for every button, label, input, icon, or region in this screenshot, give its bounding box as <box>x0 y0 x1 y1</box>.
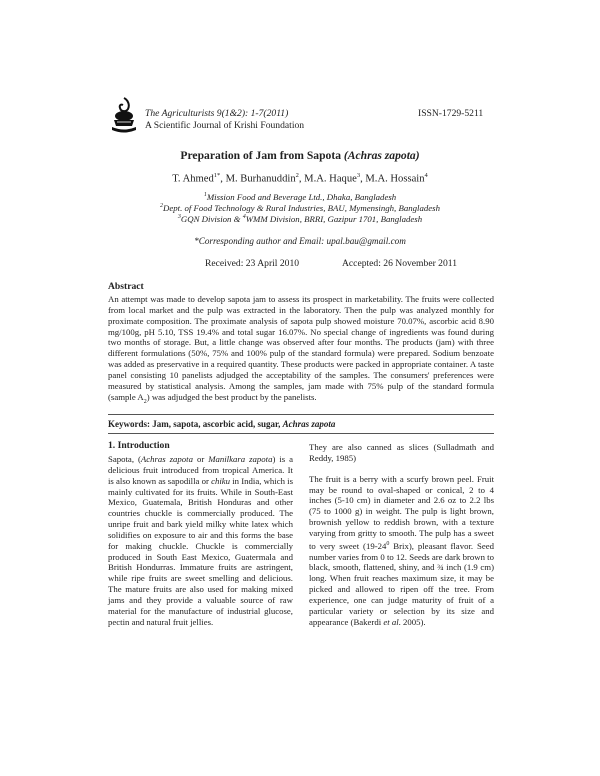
author-list <box>0 169 600 186</box>
keywords-italic: Achras zapota <box>282 419 336 429</box>
author-4-sup: 4 <box>424 172 428 179</box>
received-date: Received: 23 April 2010 <box>205 258 300 269</box>
aff3-text-a: GQN Division & <box>180 213 243 224</box>
intro-c1-i1: Achras zapota <box>140 454 193 464</box>
intro-c2-p2-sup: 0 <box>386 540 390 547</box>
intro-c2-p2-b: Brix), pleasant flavor. Seed number varies from 0 to 12. Seeds are dark brown to black, smooth, flattened, shiny, and ¾ inch (1.9 cm) long. When fruit reaches maximum size, it may be picked and allowed to ripen off the tree. From experience, one can judge maturity of fruit of a particular variety or selection by its size and appearance (Bakerdi <box>309 540 494 627</box>
intro-c1-i2: Manilkara zapota <box>208 454 273 464</box>
title-species: (Achras zapota) <box>343 149 420 162</box>
intro-column-2 <box>309 442 494 637</box>
title-main: Preparation of Jam from Sapota <box>180 149 344 162</box>
aff3-text-b: WMM Division, BRRI, Gazipur 1701, Bangladesh <box>245 213 423 224</box>
abstract-part-1: An attempt was made to develop sapota jam to assess its prospect in marketability. The fruits were collected from local market and the pulp was extracted in the laboratory. Then the pulp was analyzed monthly for proximate composition. The proximate analysis of sapota pulp showed moisture 70.07%, ascorbic acid 8.90 mg/100g, pH 5.10, TSS 19.4% and total sugar 16.07%. No special change of ingredients was found during two months of storage. But, a little change was observed after four months. The products (jam) with three different formulations (50%, 75% and 100% pulp of the standard formula) were prepared. Sodium benzoate was added as preservative in a required quantity. These products were packed in appropriate container. A taste panel consisting 10 panelists adjudged the acceptability of the samples. The consumers' preferences were measured by statistical analysis. Among the samples, jam made with 75% pulp of the standard formula (sample A <box>108 294 494 402</box>
author-4: , M.A. Hossain <box>360 173 425 185</box>
aff2-text: Dept. of Food Technology & Rural Industries, BAU, Mymensingh, Bangladesh <box>163 202 440 213</box>
journal-citation: The Agriculturists 9(1&2): 1-7(2011) <box>145 108 289 119</box>
aff3-sup: 3 <box>177 214 181 220</box>
intro-c2-paragraph-2 <box>309 474 494 628</box>
author-3-sup: 3 <box>356 172 361 179</box>
section-heading-introduction: 1. Introduction <box>108 440 170 451</box>
author-1-sup: 1* <box>213 172 221 179</box>
abstract-sub: 2 <box>143 398 147 405</box>
keywords <box>108 419 494 430</box>
aff2-sup: 2 <box>160 203 163 209</box>
abstract-text <box>108 294 494 407</box>
abstract-part-2: ) was adjudged the best product by the panelists. <box>146 391 317 402</box>
rule-top <box>108 414 494 415</box>
tortoise-book-logo-icon <box>108 96 140 136</box>
keywords-label: Keywords: <box>108 419 150 429</box>
accepted-date: Accepted: 26 November 2011 <box>342 258 457 269</box>
author-3: , M.A. Haque <box>298 173 357 185</box>
intro-c2-p2-i: et al <box>383 616 399 627</box>
author-1: T. Ahmed <box>172 173 214 185</box>
rule-bottom <box>108 433 494 434</box>
intro-c1-s3: ) is a delicious fruit introduced from tropical America. It is also known as sapodilla or <box>108 454 294 486</box>
intro-c2-p2-c: . 2005). <box>398 616 426 627</box>
author-2-sup: 2 <box>295 172 299 179</box>
aff1-text: Mission Food and Beverage Ltd., Dhaka, Bangladesh <box>206 191 397 202</box>
intro-c1-s1: Sapota, ( <box>108 454 141 464</box>
keywords-plain: Jam, sapota, ascorbic acid, sugar, <box>150 419 283 429</box>
intro-c1-s4: in India, which is mainly cultivated for its fruits. While in South-East Mexico, Guatemala, British Honduras and other countries chuckle is commercially produced. The unripe fruit and bark yield milky white latex which solidifies on exposure to air and this forms the base for making chuckle. Chuckle is commercially produced in South East Mexico, Guatermala and British Hondurras. Immature fruits are astringent, while ripe fruits are sweet smelling and delicious. The mature fruits are also used for making mixed jams and they provide a valuable source of raw material for the manufacture of industrial glucose, pectin and natural fruit jellies. <box>108 475 293 627</box>
paper-title <box>0 149 600 163</box>
intro-c2-paragraph-1: They are also canned as slices (Sulladmath and Reddy, 1985) <box>309 442 494 463</box>
abstract-heading: Abstract <box>108 281 144 292</box>
corresponding-author: *Corresponding author and Email: upal.bau@gmail.com <box>194 236 406 246</box>
author-2: , M. Burhanuddin <box>220 173 296 185</box>
intro-c1-i3: chiku <box>211 475 231 486</box>
aff4-sup: 4 <box>242 214 246 220</box>
journal-foundation: A Scientific Journal of Krishi Foundation <box>145 120 305 131</box>
issn: ISSN-1729-5211 <box>418 108 484 119</box>
aff1-sup: 1 <box>203 192 207 198</box>
intro-c1-s2: or <box>192 454 209 464</box>
affiliation-3 <box>0 212 600 224</box>
intro-c2-p2-a: The fruit is a berry with a scurfy brown peel. Fruit may be round to oval-shaped or conical, 2 to 4 inches (5-10 cm) in diameter and 2.6 oz to 2.2 lbs (75 to 1000 g) in weight. The pulp is light brown, brownish yellow to reddish brown, with a texture varying from gritty to smooth. The pulp has a sweet to very sweet (19-24 <box>309 473 494 551</box>
intro-column-1 <box>108 454 293 628</box>
